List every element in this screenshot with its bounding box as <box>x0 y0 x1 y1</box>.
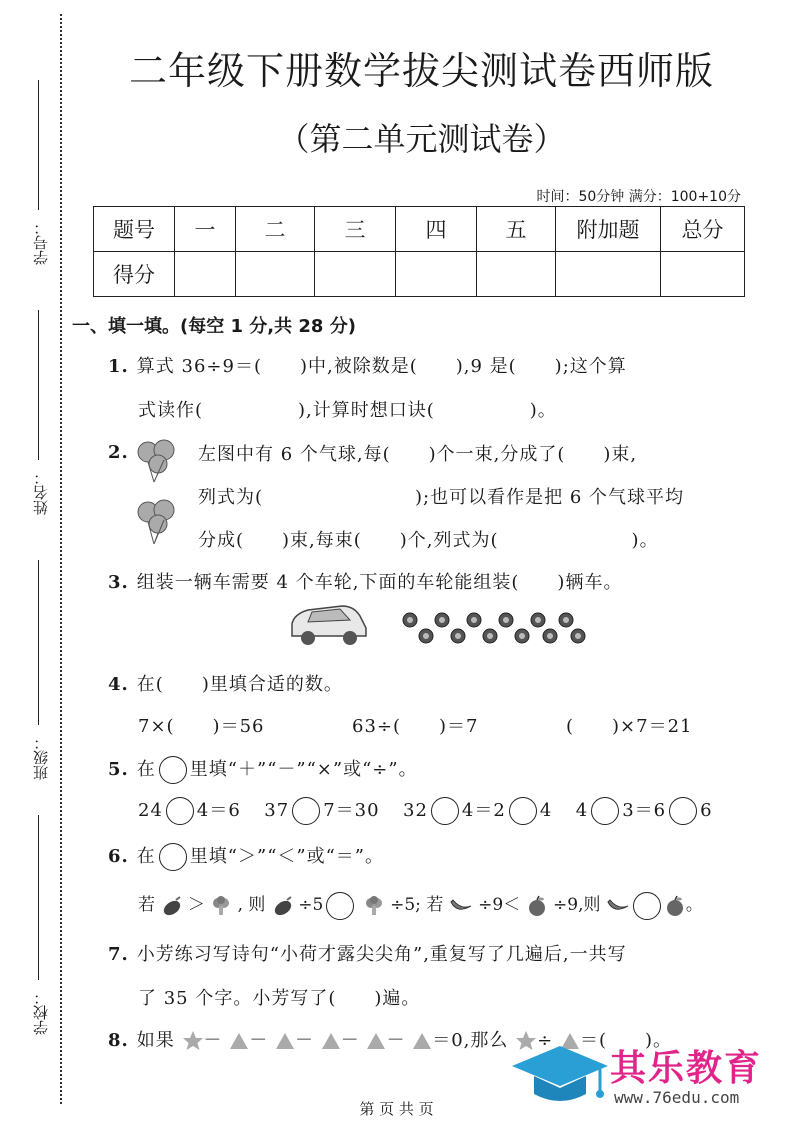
name-label: 姓名： <box>32 470 50 515</box>
student-no-label: 学号： <box>32 220 50 265</box>
answer-circle[interactable] <box>431 797 459 825</box>
question-number: 8. <box>108 1030 129 1051</box>
eggplant-icon <box>271 895 293 917</box>
score-input-cell[interactable] <box>175 252 236 297</box>
question-5-line-1 <box>108 755 418 784</box>
expr-text: 4＝2 <box>461 800 506 821</box>
class-underline <box>38 560 39 725</box>
name-field[interactable] <box>14 310 54 520</box>
apple-icon <box>526 895 548 917</box>
student-no-field[interactable] <box>14 80 54 270</box>
q6-text: ÷5; 若 <box>390 895 444 915</box>
answer-circle[interactable] <box>166 797 194 825</box>
q6-text: ÷5 <box>298 895 324 915</box>
brand-url: www.76edu.com <box>614 1088 740 1107</box>
binding-dash-line <box>60 14 62 1104</box>
question-1-line-2: 式读作( ),计算时想口诀( )。 <box>138 400 557 421</box>
school-underline <box>38 815 39 980</box>
wheels-icon <box>400 610 590 646</box>
question-number: 3. <box>108 572 129 593</box>
answer-circle[interactable] <box>326 892 354 920</box>
question-3-line-1 <box>108 568 622 594</box>
expr-text: 7＝30 <box>323 800 380 821</box>
car-icon <box>286 600 370 648</box>
score-table-cell: 三 <box>315 207 396 252</box>
answer-circle[interactable] <box>509 797 537 825</box>
q8-text: ＝0,那么 <box>432 1030 509 1051</box>
question-4-line-1 <box>108 670 343 696</box>
question-4-equation-1: 7×( )＝56 <box>138 716 265 737</box>
score-table-score-row <box>94 252 745 297</box>
score-input-cell[interactable] <box>315 252 396 297</box>
binding-strip <box>0 0 70 1122</box>
q8-text: － <box>386 1030 406 1051</box>
question-2-line-2: 列式为( );也可以看作是把 6 个气球平均 <box>198 487 685 508</box>
question-1-line-1 <box>108 352 627 378</box>
question-number: 7. <box>108 944 129 965</box>
question-text: 组装一辆车需要 4 个车轮,下面的车轮能组装( )辆车。 <box>136 572 623 593</box>
triangle-icon <box>412 1032 432 1050</box>
q8-text: － <box>340 1030 360 1051</box>
star-icon <box>182 1030 204 1052</box>
expr-text: 4 <box>539 800 553 821</box>
question-text: 在 <box>136 846 156 867</box>
school-label: 学校： <box>32 990 50 1035</box>
question-4-equation-3: ( )×7＝21 <box>566 716 693 737</box>
triangle-icon <box>321 1032 341 1050</box>
broccoli-icon <box>363 895 385 917</box>
q6-text: 若 <box>138 895 155 915</box>
q6-text: 。 <box>685 895 703 915</box>
score-input-cell[interactable] <box>396 252 477 297</box>
expr-text: 24 <box>138 800 163 821</box>
brand-name: 其乐教育 <box>610 1048 763 1089</box>
q8-text: ÷ <box>537 1030 554 1051</box>
q8-text: ＝( )。 <box>579 1030 672 1051</box>
question-7-line-1 <box>108 940 627 966</box>
question-text: 在 <box>136 759 156 780</box>
answer-circle[interactable] <box>292 797 320 825</box>
question-4-equation-2: 63÷( )＝7 <box>352 716 479 737</box>
score-table-cell: 得分 <box>94 252 175 297</box>
expr-text: 32 <box>403 800 428 821</box>
q6-text: ＞ <box>187 895 205 915</box>
triangle-icon <box>275 1032 295 1050</box>
q8-text: 如果 <box>136 1030 175 1051</box>
score-table-cell: 一 <box>175 207 236 252</box>
class-field[interactable] <box>14 560 54 780</box>
score-table <box>93 206 745 297</box>
page-footer: 第 页 共 页 <box>359 1100 434 1118</box>
question-number: 5. <box>108 759 129 780</box>
banana-icon <box>606 896 630 916</box>
page-subtitle: （第二单元测试卷） <box>277 120 566 158</box>
page-title: 二年级下册数学拔尖测试卷西师版 <box>128 49 714 93</box>
score-table-cell: 二 <box>236 207 315 252</box>
circle-blank-icon <box>159 756 187 784</box>
question-text: 在( )里填合适的数。 <box>136 674 343 695</box>
answer-circle[interactable] <box>591 797 619 825</box>
banana-icon <box>449 896 473 916</box>
balloons-icon <box>134 438 180 556</box>
exam-meta: 时间：50分钟 满分：100+10分 <box>536 189 741 205</box>
question-number: 6. <box>108 846 129 867</box>
expr-text: 6 <box>700 800 713 821</box>
apple-icon <box>664 895 686 917</box>
score-input-cell[interactable] <box>661 252 745 297</box>
answer-circle[interactable] <box>669 797 697 825</box>
score-table-header-row <box>94 207 745 252</box>
score-table-cell: 总分 <box>661 207 745 252</box>
question-5-expressions <box>138 796 713 825</box>
question-number: 4. <box>108 674 129 695</box>
answer-circle[interactable] <box>633 892 661 920</box>
school-field[interactable] <box>14 815 54 1035</box>
name-underline <box>38 310 39 460</box>
question-7-line-2: 了 35 个字。小芳写了( )遍。 <box>138 988 421 1009</box>
question-6-line-1 <box>108 842 384 871</box>
question-text: 里填“＞”“＜”或“＝”。 <box>189 846 385 867</box>
circle-blank-icon <box>159 843 187 871</box>
score-table-cell: 题号 <box>94 207 175 252</box>
question-6-line-2 <box>138 890 703 920</box>
score-input-cell[interactable] <box>477 252 556 297</box>
broccoli-icon <box>210 895 232 917</box>
question-number: 2. <box>108 442 129 463</box>
question-text: 算式 36÷9＝( )中,被除数是( ),9 是( );这个算 <box>136 356 627 377</box>
score-input-cell[interactable] <box>236 252 315 297</box>
score-input-cell[interactable] <box>556 252 661 297</box>
triangle-icon <box>229 1032 249 1050</box>
q8-text: － <box>203 1030 223 1051</box>
q6-text: , 则 <box>237 895 266 915</box>
question-2-line-1: 左图中有 6 个气球,每( )个一束,分成了( )束, <box>198 444 638 465</box>
question-text: 里填“＋”“－”“×”或“÷”。 <box>189 759 418 780</box>
expr-text: 4 <box>575 800 589 821</box>
student-no-underline <box>38 80 39 210</box>
q6-text: ÷9＜ <box>478 895 521 915</box>
triangle-icon <box>366 1032 386 1050</box>
section-heading: 一、填一填。(每空 1 分,共 28 分) <box>72 316 356 337</box>
eggplant-icon <box>160 895 182 917</box>
q8-text: － <box>295 1030 314 1051</box>
score-table-cell: 五 <box>477 207 556 252</box>
expr-text: 4＝6 <box>196 800 241 821</box>
score-table-cell: 附加题 <box>556 207 661 252</box>
question-text: 小芳练习写诗句“小荷才露尖尖角”,重复写了几遍后,一共写 <box>136 944 627 965</box>
expr-text: 37 <box>264 800 290 821</box>
q6-text: ÷9,则 <box>553 895 601 915</box>
question-number: 1. <box>108 356 129 377</box>
class-label: 班级： <box>32 735 50 780</box>
q8-text: － <box>249 1030 269 1051</box>
expr-text: 3＝6 <box>622 800 667 821</box>
question-2-line-3: 分成( )束,每束( )个,列式为( )。 <box>198 530 659 551</box>
question-2-number <box>108 442 137 463</box>
score-table-cell: 四 <box>396 207 477 252</box>
